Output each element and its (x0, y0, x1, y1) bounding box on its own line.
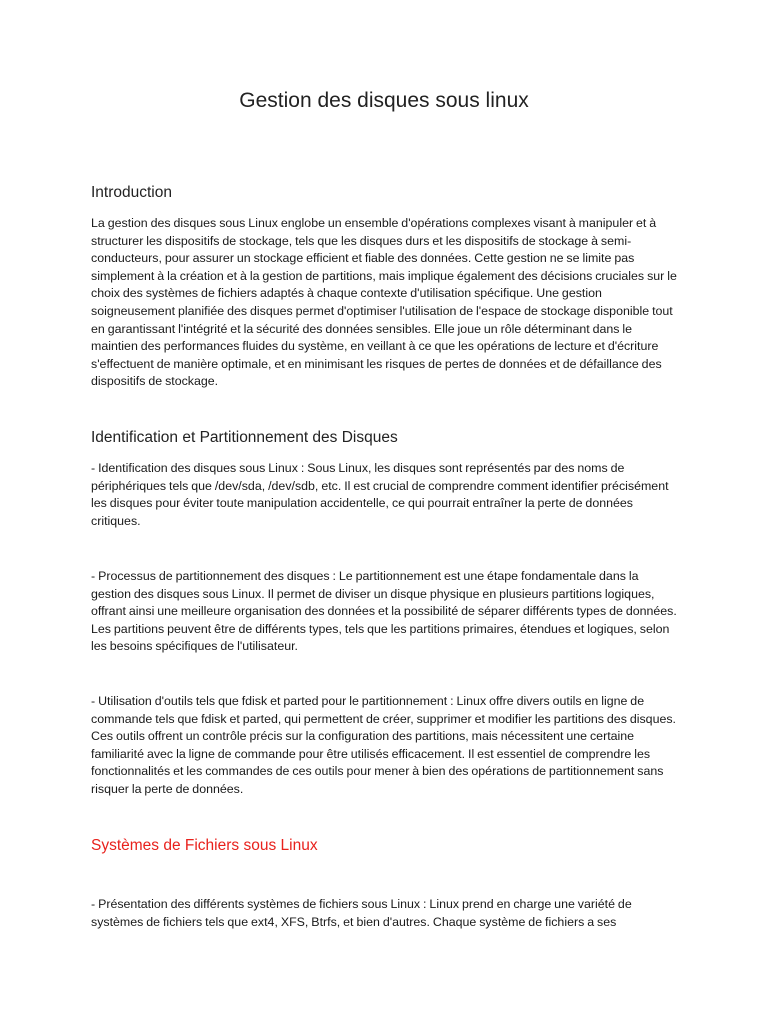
paragraph-identification-disks: - Identification des disques sous Linux : Sous Linux, les disques sont représentés par des noms de périphériques tels que /dev/sda, /dev/sdb, etc. Il est crucial de comprendre comment identifier précisément les disques pour éviter toute manipulation accidentelle, ce qui pourrait entraîner la perte de données critiques. (91, 461, 669, 528)
section-heading-filesystems: Systèmes de Fichiers sous Linux (91, 837, 318, 854)
section-heading-introduction: Introduction (91, 184, 172, 201)
paragraph-partitioning-process: - Processus de partitionnement des disques : Le partitionnement est une étape fondamentale dans la gestion des disques sous Linux. Il permet de diviser un disque physique en plusieurs partitions logiques, offrant ainsi une meilleure organisation des données et la possibilité de séparer différents types de données. Les partitions peuvent être de différents types, tels que les partitions primaires, étendues et logiques, selon les besoins spécifiques de l'utilisateur. (91, 569, 677, 654)
paragraph-partitioning-tools: - Utilisation d'outils tels que fdisk et parted pour le partitionnement : Linux offre divers outils en ligne de commande tels que fdisk et parted, qui permettent de créer, supprimer et modifier les partitions des disques. Ces outils offrent un contrôle précis sur la configuration des partitions, mais nécessitent une certaine familiarité avec la ligne de commande pour être utilisés efficacement. Il est essentiel de comprendre les fonctionnalités et les commandes de ces outils pour mener à bien des opérations de partitionnement sans risquer la perte de données. (91, 694, 676, 796)
page-title: Gestion des disques sous linux (239, 89, 529, 112)
section-heading-identification: Identification et Partitionnement des Disques (91, 429, 398, 446)
paragraph-introduction: La gestion des disques sous Linux englobe un ensemble d'opérations complexes visant à manipuler et à structurer les dispositifs de stockage, tels que les disques durs et les dispositifs de stockage à semi-conducteurs, pour assurer un stockage efficient et fiable des données. Cette gestion ne se limite pas simplement à la création et à la gestion de partitions, mais implique également des décisions cruciales sur le choix des systèmes de fichiers adaptés à chaque contexte d'utilisation spécifique. Une gestion soigneusement planifiée des disques permet d'optimiser l'utilisation de l'espace de stockage disponible tout en garantissant l'intégrité et la sécurité des données sensibles. Elle joue un rôle déterminant dans le maintien des performances fluides du système, en veillant à ce que les opérations de lecture et d'écriture s'effectuent de manière optimale, et en minimisant les risques de pertes de données et de défaillance des dispositifs de stockage. (91, 216, 677, 389)
paragraph-filesystems-overview: - Présentation des différents systèmes de fichiers sous Linux : Linux prend en charge une variété de systèmes de fichiers tels que ext4, XFS, Btrfs, et bien d'autres. Chaque système de fichiers a ses (91, 897, 632, 929)
